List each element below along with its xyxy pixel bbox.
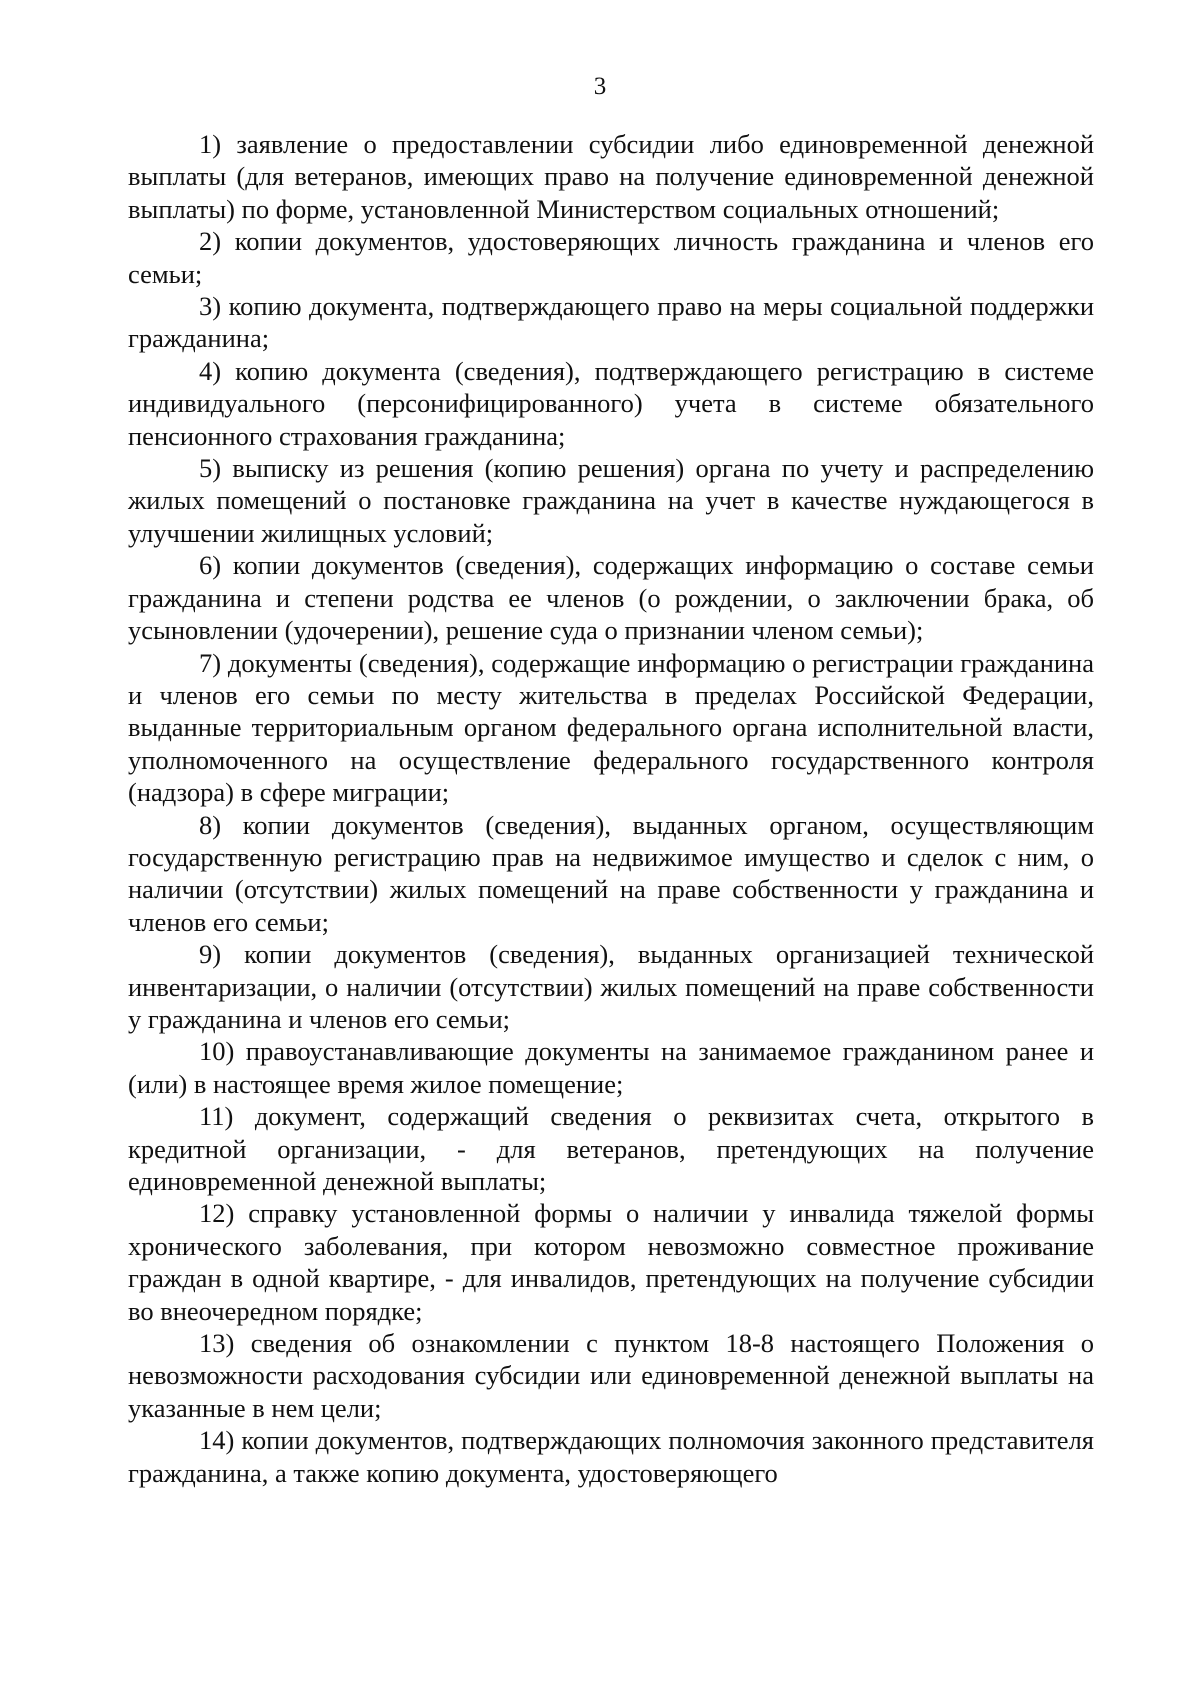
- list-item-14: 14) копии документов, подтверждающих полномочия законного представителя гражданина, а также копию документа, удостоверяющего: [128, 1425, 1094, 1488]
- list-item-7: 7) документы (сведения), содержащие информацию о регистрации гражданина и членов его семьи по месту жительства в пределах Российской Федерации, выданные территориальным органом федерального органа исполнительной власти, уполномоченного на осуществление федерального государственного контроля (надзора) в сфере миграции;: [128, 647, 1094, 808]
- list-item-3: 3) копию документа, подтверждающего право на меры социальной поддержки гражданина;: [128, 291, 1094, 354]
- list-item-5: 5) выписку из решения (копию решения) органа по учету и распределению жилых помещений о постановке гражданина на учет в качестве нуждающегося в улучшении жилищных условий;: [128, 453, 1094, 548]
- list-item-11: 11) документ, содержащий сведения о реквизитах счета, открытого в кредитной организации, - для ветеранов, претендующих на получение единовременной денежной выплаты;: [128, 1101, 1094, 1196]
- list-item-4: 4) копию документа (сведения), подтверждающего регистрацию в системе индивидуального (персонифицированного) учета в системе обязательного пенсионного страхования гражданина;: [128, 355, 1094, 451]
- list-item-10: 10) правоустанавливающие документы на занимаемое гражданином ранее и (или) в настоящее время жилое помещение;: [128, 1036, 1094, 1099]
- page-number: 3: [593, 73, 607, 100]
- list-item-13: 13) сведения об ознакомлении с пунктом 18-8 настоящего Положения о невозможности расходования субсидии или единовременной денежной выплаты на указанные в нем цели;: [128, 1328, 1094, 1423]
- list-item-2: 2) копии документов, удостоверяющих личность гражданина и членов его семьи;: [128, 226, 1094, 289]
- document-body: [128, 128, 1094, 1489]
- list-item-9: 9) копии документов (сведения), выданных организацией технической инвентаризации, о наличии (отсутствии) жилых помещений на праве собственности у гражданина и членов его семьи;: [128, 939, 1094, 1034]
- list-item-6: 6) копии документов (сведения), содержащих информацию о составе семьи гражданина и степени родства ее членов (о рождении, о заключении брака, об усыновлении (удочерении), решение суда о признании членом семьи);: [128, 550, 1094, 646]
- list-item-8: 8) копии документов (сведения), выданных органом, осуществляющим государственную регистрацию прав на недвижимое имущество и сделок с ним, о наличии (отсутствии) жилых помещений на праве собственности у гражданина и членов его семьи;: [128, 809, 1094, 937]
- list-item-12: 12) справку установленной формы о наличии у инвалида тяжелой формы хронического заболевания, при котором невозможно совместное проживание граждан в одной квартире, - для инвалидов, претендующих на получение субсидии во внеочередном порядке;: [128, 1198, 1094, 1326]
- list-item-1: 1) заявление о предоставлении субсидии либо единовременной денежной выплаты (для ветеранов, имеющих право на получение единовременной денежной выплаты) по форме, установленной Министерством социальных отношений;: [128, 129, 1094, 224]
